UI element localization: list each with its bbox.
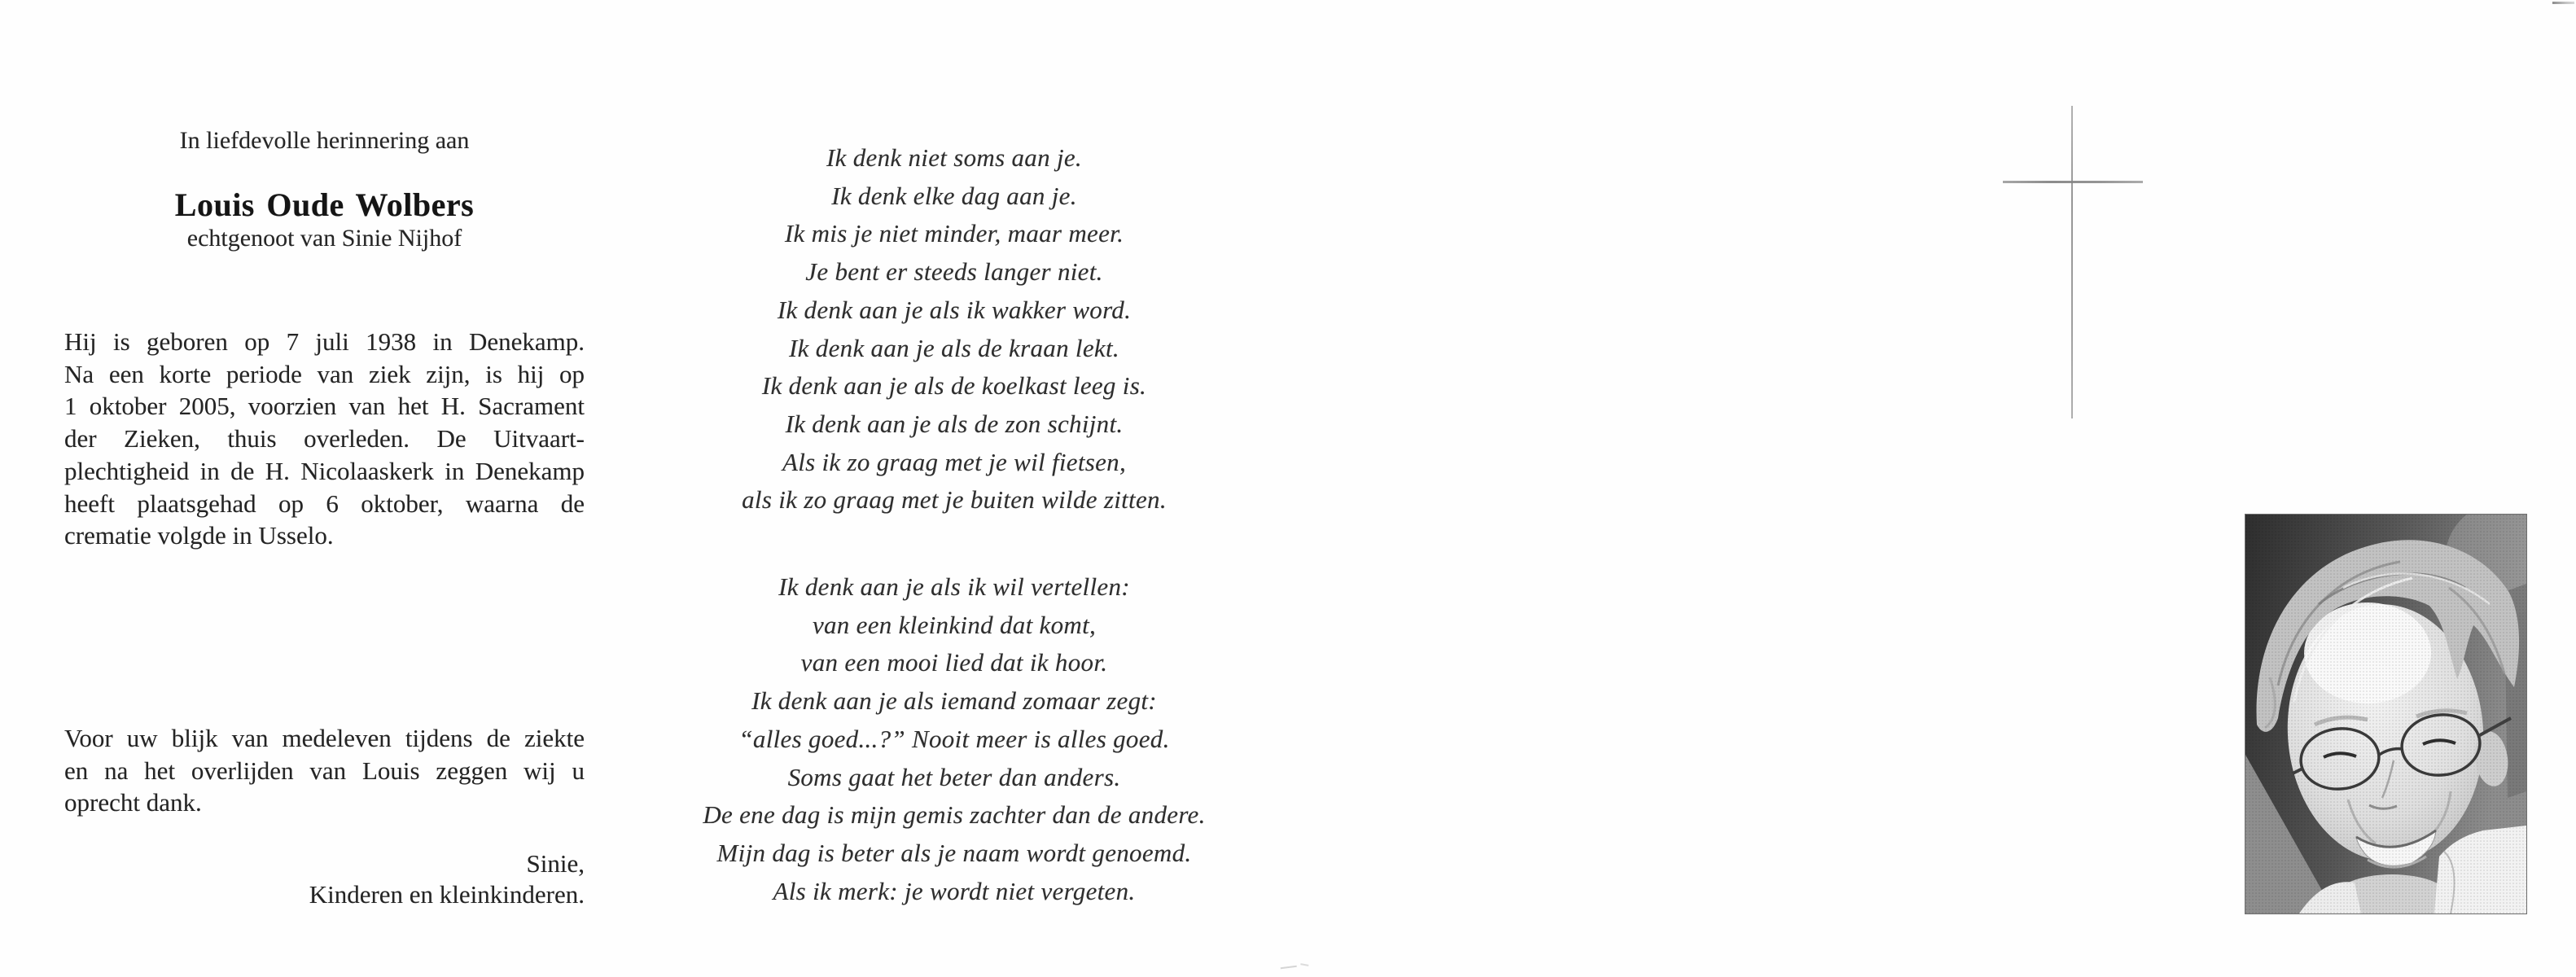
- poem-line: Ik denk aan je als ik wil vertellen:: [778, 572, 1130, 601]
- poem-line: Ik denk elke dag aan je.: [831, 181, 1077, 210]
- biography-line: der Zieken, thuis overleden. De Uitvaart-: [64, 424, 585, 453]
- scan-artifact-bottom-mark: [1281, 966, 1298, 972]
- poem-line: van een mooi lied dat ik hoor.: [800, 648, 1108, 677]
- poem-line: Ik denk aan je als ik wakker word.: [777, 295, 1132, 324]
- poem-line: De ene dag is mijn gemis zachter dan de andere.: [703, 800, 1206, 830]
- biography-line: heeft plaatsgehad op 6 oktober, waarna de: [64, 488, 585, 518]
- poem-page: [686, 0, 1223, 977]
- signature-line: Kinderen en kleinkinderen.: [309, 880, 585, 909]
- biography-line: Na een korte periode van ziek zijn, is hij op: [64, 359, 585, 388]
- acknowledgement-paragraph: [64, 722, 585, 819]
- biography-line: crematie volgde in Usselo.: [64, 521, 334, 550]
- signature-block: [64, 848, 585, 910]
- poem-stanza-1: [686, 139, 1223, 519]
- poem-line: Mijn dag is beter als je naam wordt genoemd.: [716, 838, 1192, 867]
- poem-line: Je bent er steeds langer niet.: [805, 257, 1103, 287]
- biography-line: Hij is geboren op 7 juli 1938 in Denekamp.: [64, 327, 585, 356]
- poem-line: van een kleinkind dat komt,: [812, 610, 1097, 639]
- poem-line: Ik mis je niet minder, maar meer.: [784, 219, 1124, 248]
- poem-line: Als ik merk: je wordt niet vergeten.: [773, 876, 1136, 905]
- biography-line: 1 oktober 2005, voorzien van het H. Sacrament: [64, 392, 585, 421]
- poem-stanza-2: [686, 568, 1223, 910]
- poem-line: Als ik zo graag met je wil fietsen,: [782, 447, 1127, 476]
- poem-line: Soms gaat het beter dan anders.: [787, 762, 1121, 791]
- acknowledgement-line: oprecht dank.: [64, 788, 202, 817]
- scan-artifact-top-right-dash: [2552, 2, 2574, 4]
- poem-line: Ik denk aan je als de zon schijnt.: [785, 409, 1124, 438]
- cross-horizontal-bar: [2003, 181, 2143, 183]
- portrait-photo: [2245, 515, 2526, 913]
- poem-line: Ik denk aan je als de kraan lekt.: [789, 333, 1119, 362]
- acknowledgement-line: en na het overlijden van Louis zeggen wij u: [64, 756, 585, 785]
- cross-vertical-bar: [2071, 106, 2073, 418]
- poem-line: “alles goed...?” Nooit meer is alles goed.: [738, 724, 1170, 753]
- spouse-relation-line: echtgenoot van Sinie Nijhof: [186, 225, 462, 252]
- poem-line: als ik zo graag met je buiten wilde zitten.: [742, 485, 1167, 515]
- poem-line: Ik denk niet soms aan je.: [826, 143, 1082, 172]
- left-text-page: [64, 0, 585, 977]
- deceased-name: Louis Oude Wolbers: [174, 186, 475, 223]
- biography-paragraph: [64, 326, 585, 552]
- poem-line: Ik denk aan je als de koelkast leeg is.: [761, 371, 1147, 401]
- portrait-illustration: [2245, 515, 2526, 913]
- biography-line: plechtigheid in de H. Nicolaaskerk in Denekamp: [64, 456, 585, 485]
- acknowledgement-line: Voor uw blijk van medeleven tijdens de ziekte: [64, 724, 585, 752]
- scan-artifact-bottom-mark: [1300, 963, 1309, 970]
- poem-line: Ik denk aan je als iemand zomaar zegt:: [751, 686, 1157, 716]
- memorial-intro-line: In liefdevolle herinnering aan: [179, 127, 470, 154]
- signature-line: Sinie,: [526, 849, 585, 878]
